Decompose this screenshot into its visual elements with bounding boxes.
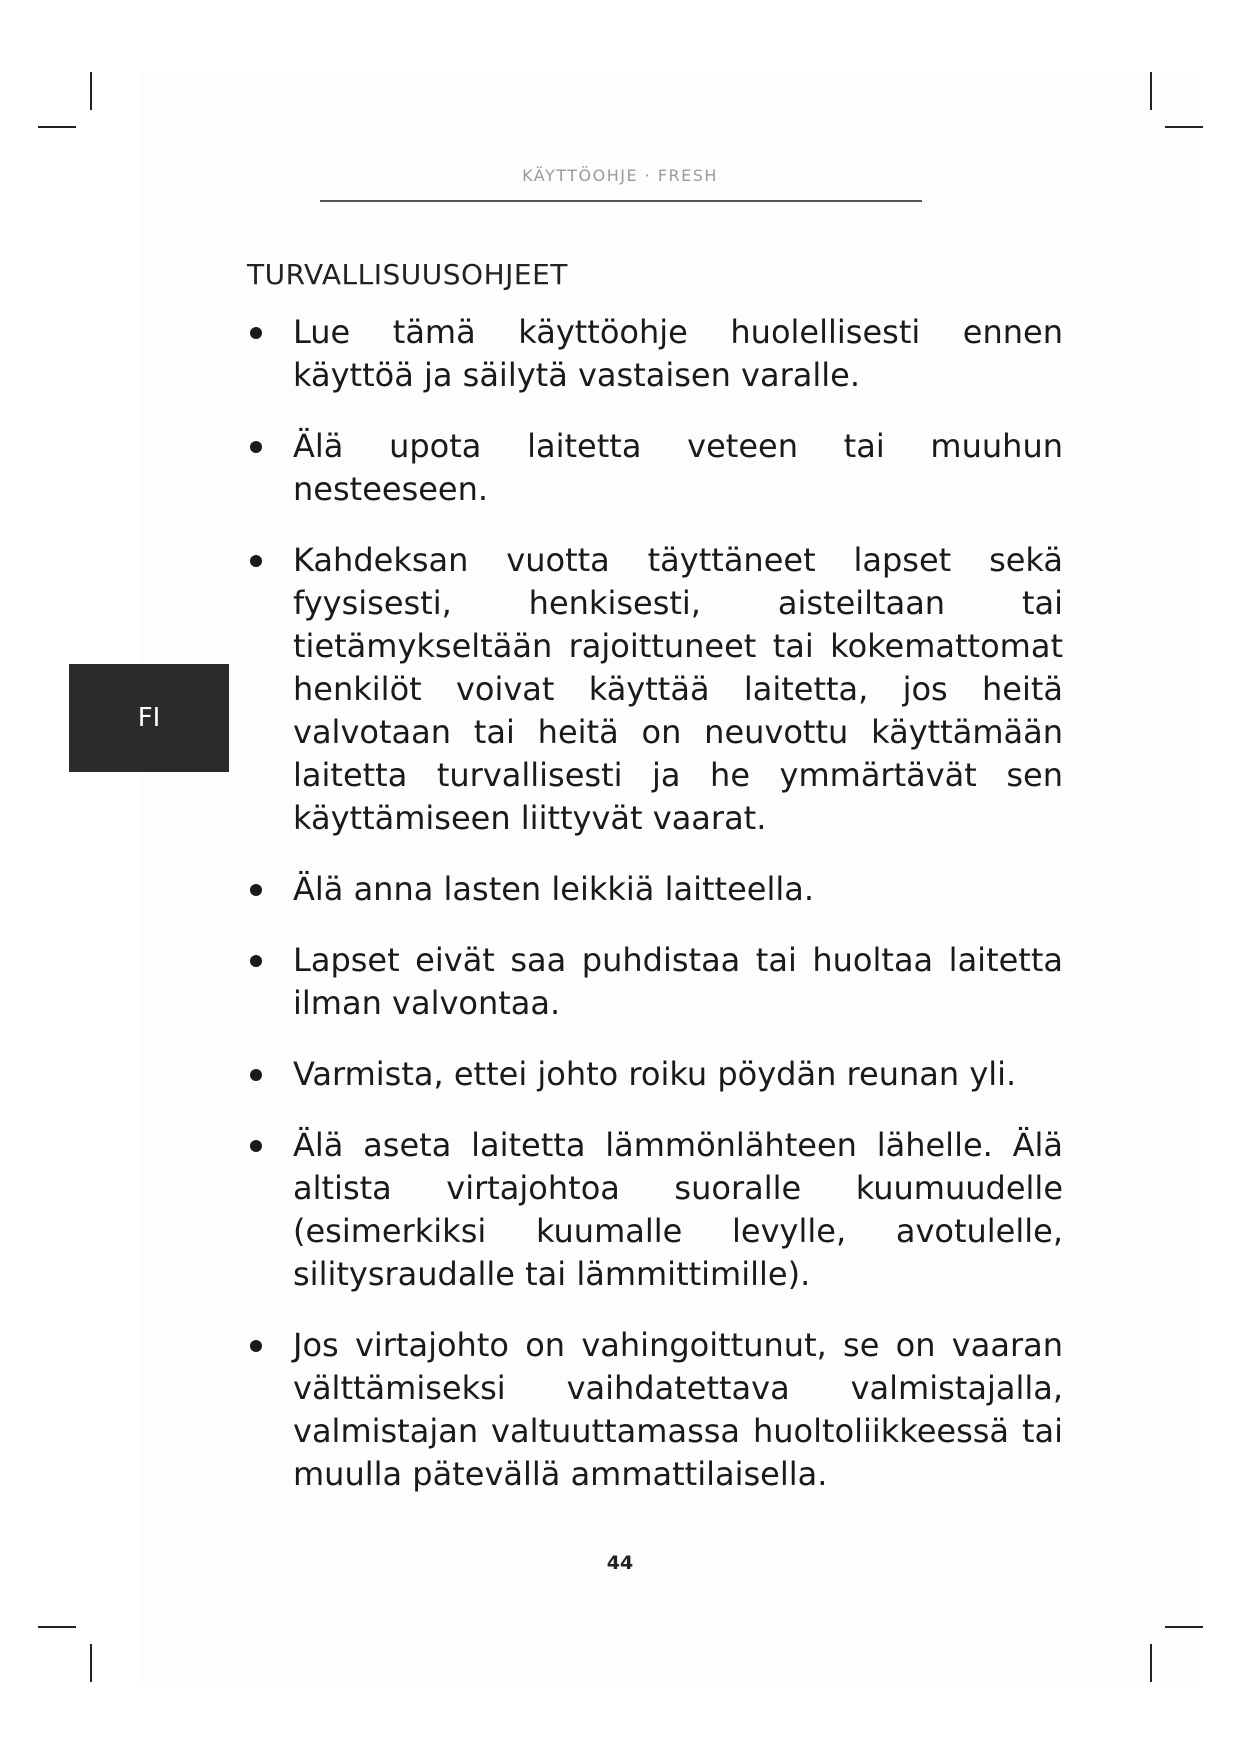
list-item bbox=[247, 425, 1063, 511]
list-item bbox=[247, 868, 1063, 911]
list-item bbox=[247, 1053, 1063, 1096]
header-rule bbox=[320, 200, 922, 202]
crop-mark-top-left-horizontal bbox=[38, 126, 76, 128]
page-number: 44 bbox=[606, 1552, 634, 1574]
list-item-text: Jos virtajohto on vahingoittunut, se on vaaran välttämiseksi vaihdatettava valmistajalla, valmistajan valtuuttamassa huoltoliikkeessä tai muulla pätevällä ammattilaisella. bbox=[293, 1326, 1063, 1493]
bullet-icon bbox=[250, 327, 262, 339]
crop-mark-top-right-vertical bbox=[1150, 72, 1152, 110]
bullet-icon bbox=[250, 1069, 262, 1081]
bullet-icon bbox=[250, 884, 262, 896]
list-item-text: Lue tämä käyttöohje huolellisesti ennen käyttöä ja säilytä vastaisen varalle. bbox=[293, 313, 1063, 394]
bullet-icon bbox=[250, 555, 262, 567]
list-item bbox=[247, 311, 1063, 397]
list-item-text: Älä aseta laitetta lämmönlähteen lähelle. Älä altista virtajohtoa suoralle kuumuudelle (esimerkiksi kuumalle levylle, avotulelle, silitysraudalle tai lämmittimille). bbox=[293, 1126, 1063, 1293]
crop-mark-bottom-right-horizontal bbox=[1165, 1626, 1203, 1628]
list-item-text: Kahdeksan vuotta täyttäneet lapset sekä fyysisesti, henkisesti, aisteiltaan tai tietämykseltään rajoittuneet tai kokemattomat henkilöt voivat käyttää laitetta, jos heitä valvotaan tai heitä on neuvottu käyttämään laitetta turvallisesti ja he ymmärtävät sen käyttämiseen liittyvät vaarat. bbox=[293, 541, 1063, 837]
crop-mark-top-right-horizontal bbox=[1165, 126, 1203, 128]
crop-mark-top-left-vertical bbox=[90, 72, 92, 110]
list-item bbox=[247, 539, 1063, 840]
list-item bbox=[247, 1124, 1063, 1296]
list-item bbox=[247, 1324, 1063, 1496]
bullet-icon bbox=[250, 1340, 262, 1352]
language-tab bbox=[69, 664, 229, 772]
crop-mark-bottom-left-vertical bbox=[90, 1644, 92, 1682]
bullet-icon bbox=[250, 1140, 262, 1152]
list-item-text: Älä anna lasten leikkiä laitteella. bbox=[293, 870, 814, 908]
list-item bbox=[247, 939, 1063, 1025]
list-item-text: Varmista, ettei johto roiku pöydän reunan yli. bbox=[293, 1055, 1017, 1093]
bullet-icon bbox=[250, 955, 262, 967]
section-title: TURVALLISUUSOHJEET bbox=[247, 258, 568, 291]
language-code: FI bbox=[137, 703, 161, 733]
safety-instructions-list bbox=[247, 311, 1063, 1524]
running-header: KÄYTTÖOHJE · FRESH bbox=[522, 166, 718, 185]
bullet-icon bbox=[250, 441, 262, 453]
list-item-text: Lapset eivät saa puhdistaa tai huoltaa laitetta ilman valvontaa. bbox=[293, 941, 1063, 1022]
crop-mark-bottom-right-vertical bbox=[1150, 1644, 1152, 1682]
list-item-text: Älä upota laitetta veteen tai muuhun nesteeseen. bbox=[293, 427, 1063, 508]
crop-mark-bottom-left-horizontal bbox=[38, 1626, 76, 1628]
